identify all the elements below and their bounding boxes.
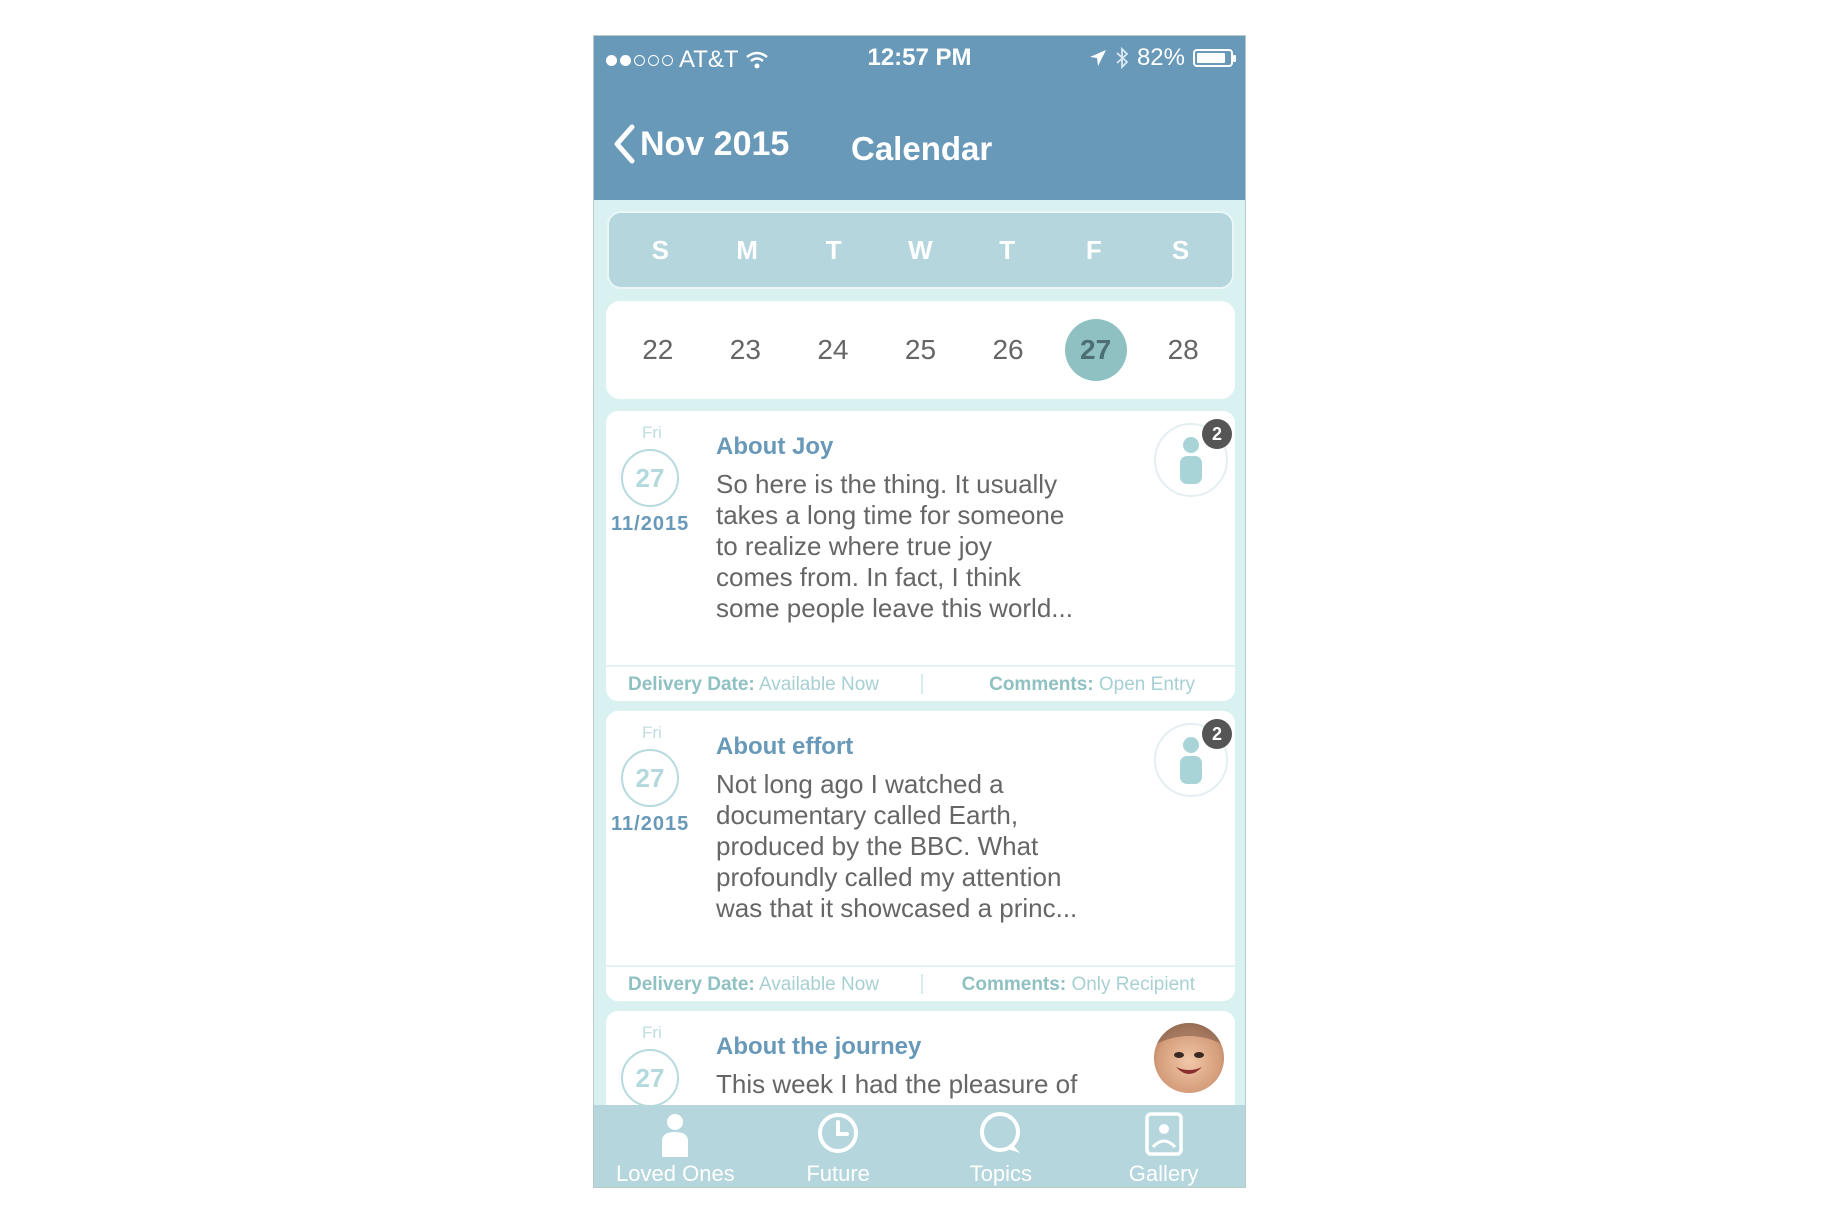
entry-weekday: Fri: [642, 723, 662, 742]
entry-card[interactable]: [606, 411, 1235, 701]
weekday-label: T: [999, 234, 1016, 265]
status-time: 12:57 PM: [867, 44, 972, 71]
date-cell[interactable]: 22: [642, 334, 674, 365]
entry-list: [606, 411, 1235, 1135]
phone-screen: [593, 35, 1246, 1188]
back-button[interactable]: [612, 124, 789, 164]
entry-date-circle: 27: [621, 1049, 679, 1107]
page-title: Calendar: [851, 130, 993, 167]
entry-footer: [606, 965, 1235, 1001]
date-cell[interactable]: 24: [817, 334, 849, 365]
entry-weekday: Fri: [642, 1023, 662, 1042]
entry-title: About Joy: [716, 433, 834, 460]
recipient-count-badge: 2: [1202, 419, 1232, 449]
delivery-label: Delivery Date:: [628, 974, 755, 995]
entry-title: About the journey: [716, 1033, 922, 1060]
entry-month-year: 11/2015: [611, 513, 690, 535]
tab-label: Loved Ones: [616, 1161, 735, 1186]
tab-label: Future: [806, 1161, 870, 1186]
date-cell[interactable]: 28: [1167, 334, 1199, 365]
entry-title: About effort: [716, 733, 854, 760]
weekday-label: M: [736, 234, 758, 265]
entry-date-circle: 27: [621, 449, 679, 507]
footer-divider: [921, 974, 923, 994]
footer-divider: [921, 674, 923, 694]
comments-value: Only Recipient: [1071, 974, 1195, 995]
battery-percent: 82%: [1136, 44, 1185, 71]
photo-icon: [1144, 1111, 1184, 1157]
entry-date-circle: 27: [621, 749, 679, 807]
comments-label: Comments:: [961, 974, 1067, 995]
tab-topics[interactable]: [920, 1105, 1083, 1188]
carrier-label: AT&T: [679, 46, 739, 73]
entry-excerpt: Not long ago I watched a documentary called Earth, produced by the BBC. What profoundly called my attention was that it showcased a princ...: [716, 769, 1078, 923]
location-arrow-icon: [1089, 49, 1107, 67]
delivery-value: Available Now: [758, 674, 880, 695]
entry-footer: [606, 665, 1235, 701]
weekday-label: T: [825, 234, 842, 265]
recipient-count-badge: 2: [1202, 719, 1232, 749]
bluetooth-icon: [1115, 47, 1129, 69]
tab-loved-ones[interactable]: [594, 1105, 757, 1188]
tab-bar: [594, 1105, 1245, 1188]
weekday-label: F: [1085, 234, 1102, 265]
comments-label: Comments:: [989, 674, 1094, 695]
delivery-label: Delivery Date:: [628, 674, 755, 695]
baby-photo: [1154, 1023, 1224, 1093]
entry-excerpt: So here is the thing. It usually takes a long time for someone to realize where true joy comes from. In fact, I think some people leave this world...: [716, 469, 1073, 623]
date-cell[interactable]: 23: [729, 334, 761, 365]
delivery-value: Available Now: [758, 974, 880, 995]
weekday-label: W: [908, 234, 933, 265]
tab-future[interactable]: [757, 1105, 920, 1188]
date-cell[interactable]: 25: [904, 334, 937, 365]
back-label: Nov 2015: [640, 124, 790, 163]
tab-label: Topics: [969, 1161, 1033, 1186]
chevron-left-icon: [612, 124, 636, 164]
navigation-bar: [594, 82, 1245, 200]
entry-month-year: 11/2015: [611, 813, 690, 835]
entry-card[interactable]: [606, 711, 1235, 1001]
status-bar: [594, 36, 1245, 82]
recipient-avatar[interactable]: [1154, 1023, 1228, 1097]
weekday-header: [607, 211, 1234, 289]
entry-excerpt: This week I had the pleasure of: [716, 1069, 1078, 1099]
comments-value: Open Entry: [1098, 674, 1195, 695]
clock-icon: [816, 1111, 860, 1155]
week-dates-row: [606, 301, 1235, 399]
selected-date-cell[interactable]: 27: [1065, 319, 1127, 381]
battery-icon: [1193, 49, 1233, 67]
weekday-label: S: [651, 234, 670, 265]
date-cell[interactable]: 26: [992, 334, 1024, 365]
entry-weekday: Fri: [642, 423, 662, 442]
tab-label: Gallery: [1128, 1161, 1199, 1186]
weekday-label: S: [1171, 234, 1190, 265]
person-icon: [655, 1111, 695, 1159]
speech-bubble-icon: [978, 1111, 1024, 1157]
tab-gallery[interactable]: [1082, 1105, 1245, 1188]
